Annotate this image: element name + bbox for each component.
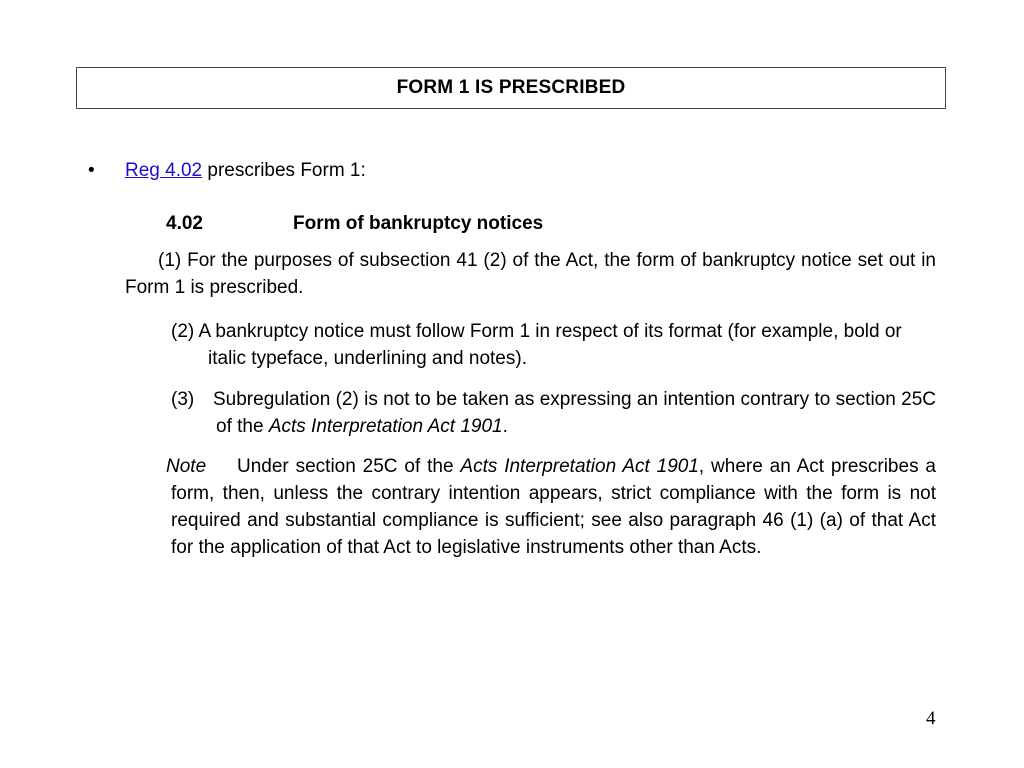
subregulation-3-text-b: . [502,416,508,437]
note-label: Note [166,456,207,477]
reg-link[interactable]: Reg 4.02 [125,160,203,181]
subregulation-1: (1) For the purposes of subsection 41 (2) of the Act, the form of bankruptcy notice set out in Form 1 is prescribed. [125,250,936,298]
bullet-item [88,160,366,182]
subregulation-3-act-name: Acts Interpretation Act 1901 [268,416,503,437]
note-text-a: Under section 25C of the [237,456,461,477]
bullet-dot-icon: • [88,160,95,181]
subregulation-2: (2) A bankruptcy notice must follow Form 1 in respect of its format (for example, bold or italic typeface, underlining and notes). [171,321,902,369]
note-text-b: , where an Act prescribes a form, then, unless the contrary intention appears, strict compliance with the form is not required and substantial compliance is sufficient; see also paragraph 46 (1) (a) of that Act for the application of that Act to legislative instruments other than Acts. [171,456,936,558]
subregulation-3-number: (3) [171,389,195,410]
title-box [76,67,946,109]
note [166,453,936,561]
regulation-number: 4.02 [166,213,203,234]
page-title: FORM 1 IS PRESCRIBED [396,77,626,98]
note-act-name: Acts Interpretation Act 1901 [460,456,699,477]
subregulation-3-text-a: Subregulation (2) is not to be taken as expressing an intention contrary to section 25C of the [213,389,936,437]
regulation-title: Form of bankruptcy notices [293,213,544,234]
page-number: 4 [926,708,936,729]
subregulation-3 [171,386,936,440]
regulation-heading [166,213,543,235]
bullet-text: prescribes Form 1: [202,160,366,181]
